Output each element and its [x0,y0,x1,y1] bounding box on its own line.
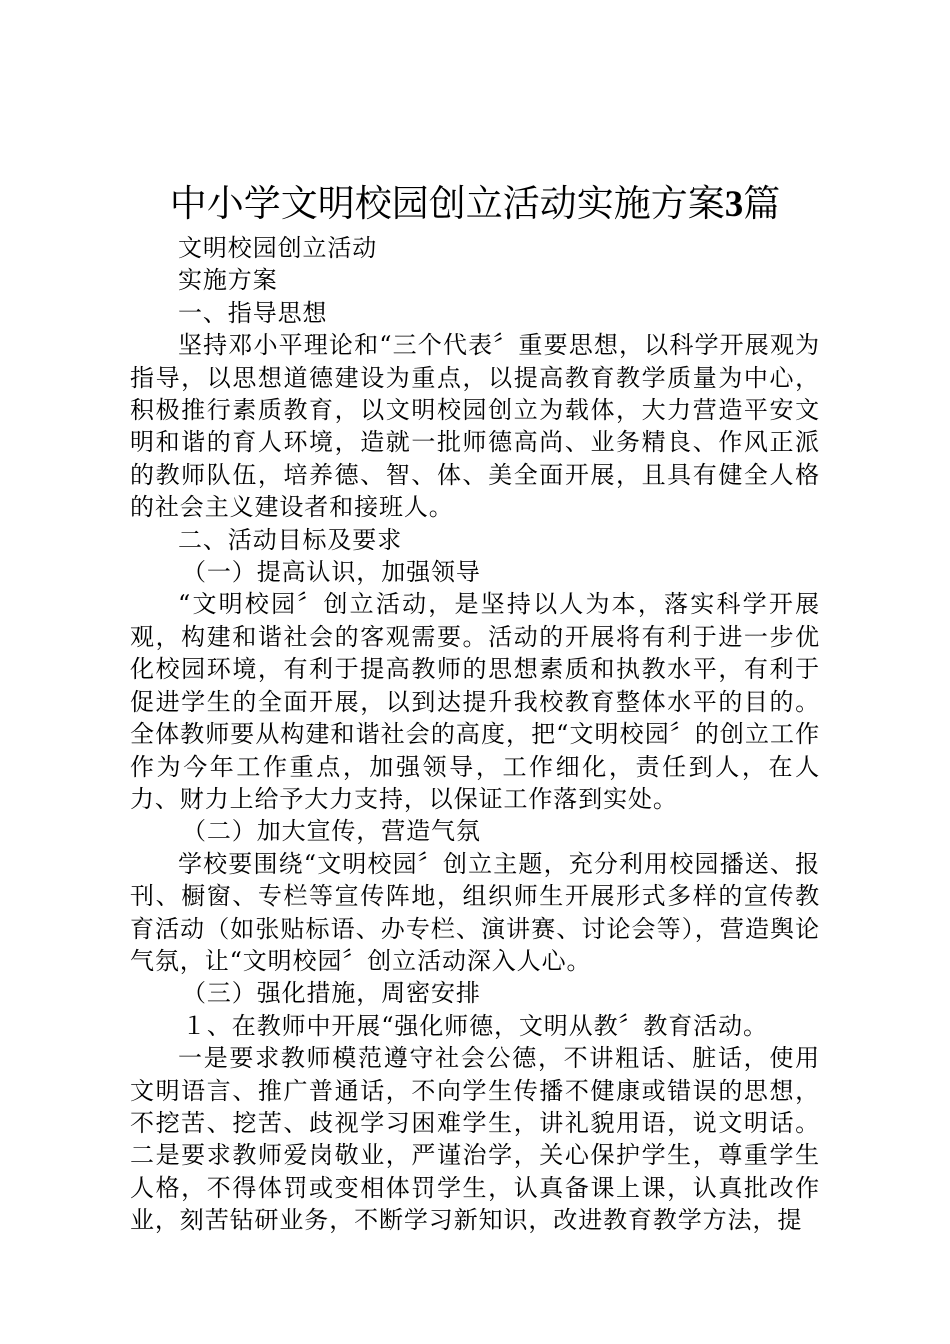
paragraph-publicity: 学校要围绕“文明校园〞创立主题，充分利用校园播送、报刊、橱窗、专栏等宣传阵地，组织师生开展形式多样的宣传教育活动（如张贴标语、办专栏、演讲赛、讨论会等），营造舆论气氛，让“文明校园〞创立活动深入人心。 [130,849,820,975]
subsection-heading-3: （三）强化措施，周密安排 [182,979,481,1008]
document-title [0,178,950,231]
paragraph-awareness: “文明校园〞创立活动，是坚持以人为本，落实科学开展观，构建和谐社会的客观需要。活动的开展将有利于进一步优化校园环境，有利于提高教师的思想素质和执教水平，有利于促进学生的全面开展，以到达提升我校教育整体水平的目的。全体教师要从构建和谐社会的高度，把“文明校园〞的创立工作作为今年工作重点，加强领导，工作细化，责任到人，在人力、财力上给予大力支持，以保证工作落到实处。 [130,590,820,813]
paragraph-guiding-thought: 坚持邓小平理论和“三个代表〞重要思想，以科学开展观为指导，以思想道德建设为重点，以提高教育教学质量为中心，积极推行素质教育，以文明校园创立为载体，大力营造平安文明和谐的育人环境，造就一批师德高尚、业务精良、作风正派的教师队伍，培养德、智、体、美全面开展，且具有健全人格的社会主义建设者和接班人。 [130,331,820,522]
subsection-heading-2: （二）加大宣传，营造气氛 [182,817,481,846]
list-item-1: １、在教师中开展“强化师德，文明从教〞教育活动。 [182,1011,768,1040]
document-body [130,232,820,1237]
section-heading-guiding-thought: 一、指导思想 [178,298,328,327]
section-heading-goals: 二、活动目标及要求 [178,525,403,554]
paragraph-heading-1: 文明校园创立活动 [178,234,378,262]
title-text: 中小学文明校园创立活动实施方案3篇 [169,182,781,225]
paragraph-teacher-requirements: 一是要求教师模范遵守社会公德，不讲粗话、脏话，使用文明语言、推广普通话，不向学生传播不健康或错误的思想，不挖苦、挖苦、歧视学习困难学生，讲礼貌用语，说文明话。二是要求教师爱岗敬业，严谨治学，关心保护学生，尊重学生人格，不得体罚或变相体罚学生，认真备课上课，认真批改作业，刻苦钻研业务，不断学习新知识，改进教育教学方法，提 [130,1044,820,1235]
subsection-heading-1: （一）提高认识，加强领导 [182,558,481,587]
paragraph-heading-2: 实施方案 [178,266,278,295]
